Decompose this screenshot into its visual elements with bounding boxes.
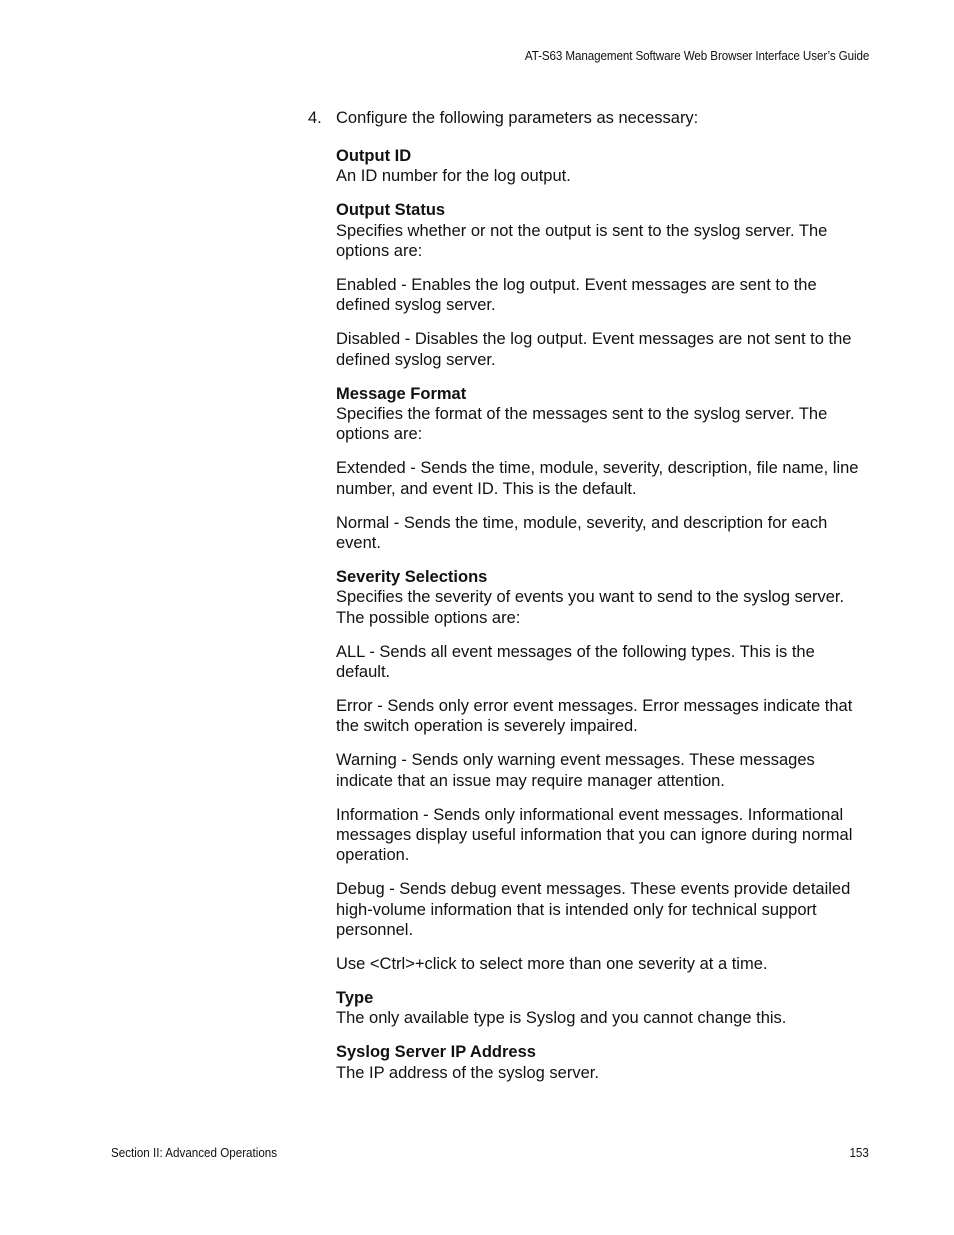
- term-severity-selections: Severity Selections: [336, 568, 488, 586]
- option-enabled: Enabled - Enables the log output. Event messages are sent to the defined syslog server.: [336, 276, 817, 315]
- term-output-status: Output Status: [336, 201, 446, 220]
- option-information: Information - Sends only informational event messages. Informational messages display useful information that you can ignore during normal operation.: [336, 805, 853, 865]
- option-all: ALL - Sends all event messages of the following types. This is the default.: [336, 642, 815, 682]
- footer-section: Section II: Advanced Operations: [111, 1146, 278, 1160]
- desc-syslog-server-ip: The IP address of the syslog server.: [336, 1063, 599, 1082]
- footer-page-number: 153: [849, 1146, 869, 1160]
- option-error: Error - Sends only error event messages. Error messages indicate that the switch operation is severely impaired.: [336, 697, 853, 736]
- desc-output-status: Specifies whether or not the output is sent to the syslog server. The options are:: [336, 221, 828, 261]
- desc-type: The only available type is Syslog and you cannot change this.: [336, 1009, 787, 1028]
- option-extended: Extended - Sends the time, module, severity, description, file name, line number, and event ID. This is the default.: [336, 459, 859, 498]
- term-message-format: Message Format: [336, 384, 467, 403]
- desc-output-id: An ID number for the log output.: [336, 167, 571, 186]
- option-normal: Normal - Sends the time, module, severity, and description for each event.: [336, 513, 828, 553]
- option-debug: Debug - Sends debug event messages. These events provide detailed high-volume information that is intended only for technical support personnel.: [336, 880, 851, 940]
- option-disabled: Disabled - Disables the log output. Event messages are not sent to the defined syslog server.: [336, 330, 852, 369]
- term-syslog-server-ip: Syslog Server IP Address: [336, 1043, 536, 1062]
- parameter-list: [336, 146, 871, 1097]
- step-number: 4.: [308, 109, 322, 127]
- term-output-id: Output ID: [336, 147, 412, 165]
- term-type: Type: [336, 989, 374, 1007]
- page-header: AT-S63 Management Software Web Browser Interface User’s Guide: [524, 49, 869, 63]
- desc-severity-selections: Specifies the severity of events you want to send to the syslog server. The possible options are:: [336, 588, 845, 627]
- severity-ctrl-click-note: Use <Ctrl>+click to select more than one severity at a time.: [336, 955, 768, 974]
- desc-message-format: Specifies the format of the messages sent to the syslog server. The options are:: [336, 405, 828, 444]
- option-warning: Warning - Sends only warning event messages. These messages indicate that an issue may require manager attention.: [336, 751, 815, 790]
- step-text: Configure the following parameters as necessary:: [336, 109, 699, 127]
